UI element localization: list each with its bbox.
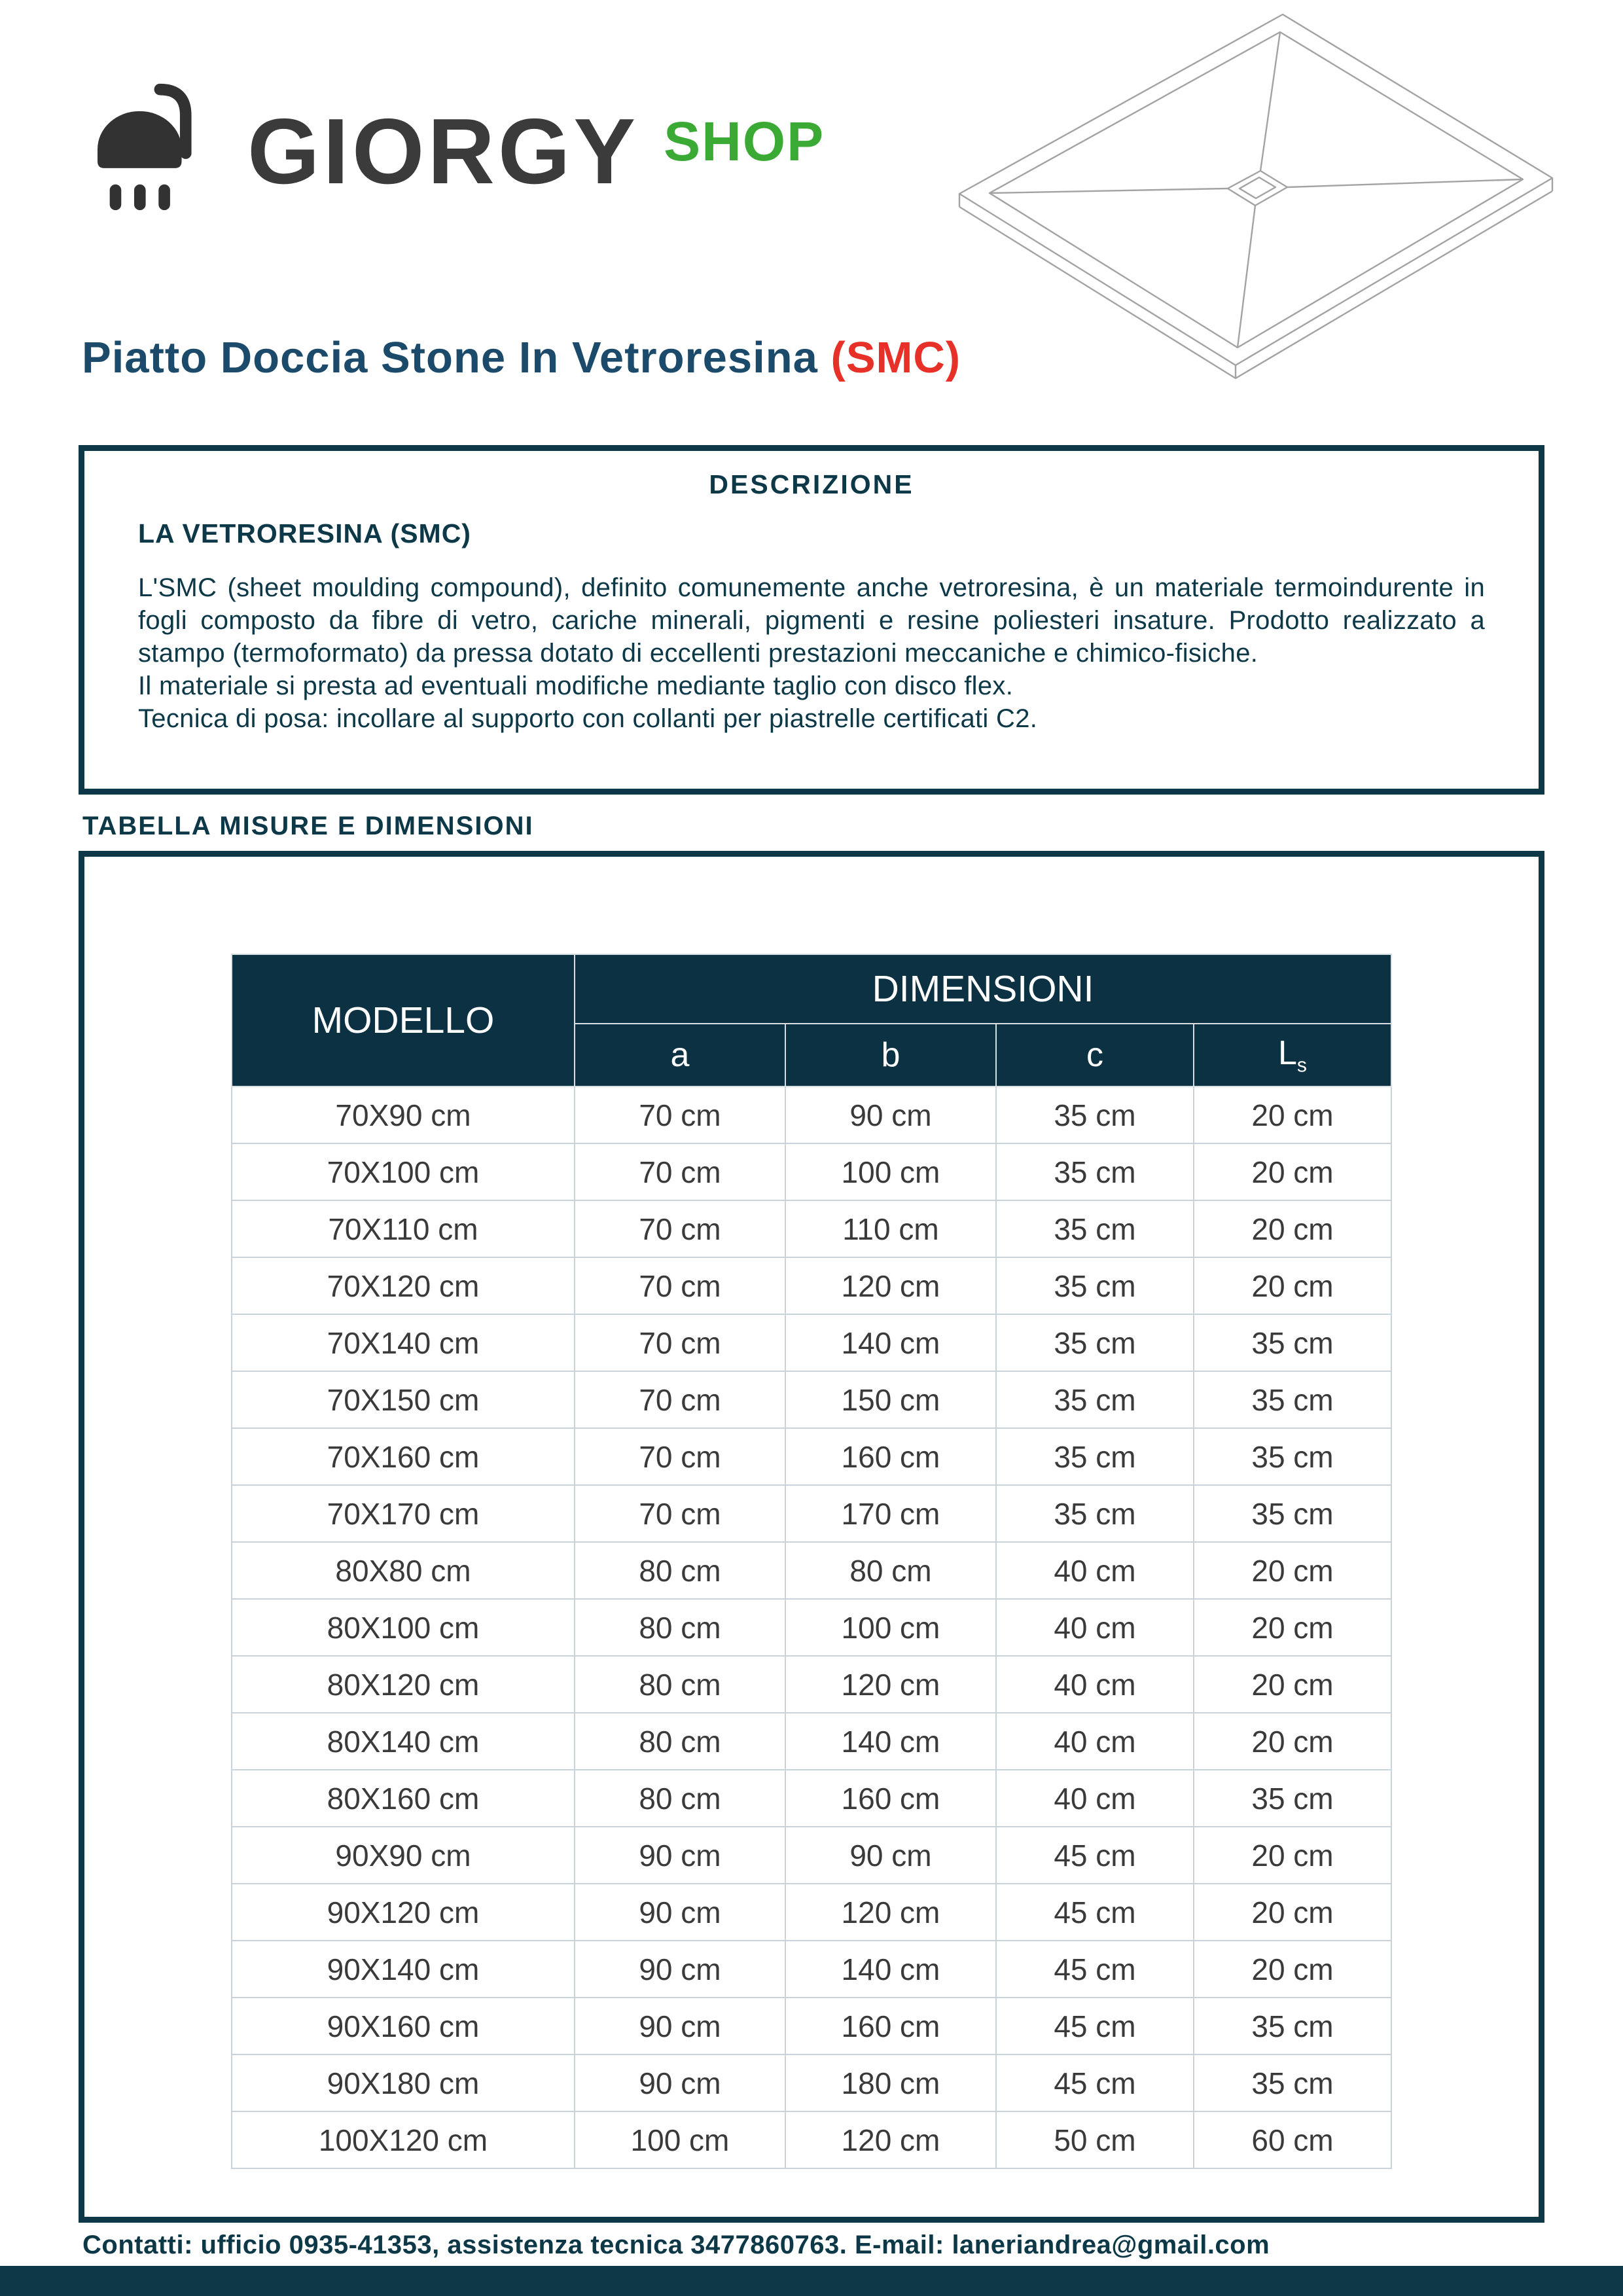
model-cell: 70X150 cm: [232, 1371, 575, 1428]
shower-head-icon: [84, 77, 223, 226]
model-cell: 80X140 cm: [232, 1713, 575, 1770]
dim-ls-cell: 20 cm: [1194, 1143, 1391, 1200]
table-row: [232, 1371, 1391, 1428]
dim-c-cell: 35 cm: [996, 1314, 1194, 1371]
dim-c-cell: 45 cm: [996, 1998, 1194, 2054]
model-cell: 80X120 cm: [232, 1656, 575, 1713]
ls-base: L: [1277, 1033, 1297, 1072]
model-cell: 70X170 cm: [232, 1485, 575, 1542]
model-cell: 70X100 cm: [232, 1143, 575, 1200]
dim-b-cell: 90 cm: [785, 1086, 996, 1143]
dim-ls-cell: 20 cm: [1194, 1713, 1391, 1770]
dim-a-cell: 80 cm: [575, 1656, 785, 1713]
table-row: [232, 1599, 1391, 1656]
dim-c-cell: 35 cm: [996, 1086, 1194, 1143]
column-header-b: b: [785, 1024, 996, 1086]
model-cell: 80X100 cm: [232, 1599, 575, 1656]
dim-b-cell: 100 cm: [785, 1599, 996, 1656]
dim-ls-cell: 20 cm: [1194, 1200, 1391, 1257]
dim-b-cell: 160 cm: [785, 1998, 996, 2054]
dim-c-cell: 45 cm: [996, 1884, 1194, 1941]
dim-ls-cell: 20 cm: [1194, 1941, 1391, 1998]
dim-a-cell: 70 cm: [575, 1143, 785, 1200]
model-cell: 70X120 cm: [232, 1257, 575, 1314]
dim-c-cell: 45 cm: [996, 1827, 1194, 1884]
dim-b-cell: 160 cm: [785, 1428, 996, 1485]
column-header-c: c: [996, 1024, 1194, 1086]
dim-ls-cell: 20 cm: [1194, 1086, 1391, 1143]
table-row: [232, 1941, 1391, 1998]
table-row: [232, 1827, 1391, 1884]
dim-c-cell: 40 cm: [996, 1770, 1194, 1827]
dim-b-cell: 80 cm: [785, 1542, 996, 1599]
table-body: [232, 1086, 1391, 2168]
dim-b-cell: 120 cm: [785, 2111, 996, 2168]
dim-c-cell: 35 cm: [996, 1485, 1194, 1542]
table-row: [232, 1086, 1391, 1143]
model-cell: 90X140 cm: [232, 1941, 575, 1998]
dim-c-cell: 40 cm: [996, 1542, 1194, 1599]
page-title: [82, 332, 961, 383]
dim-b-cell: 90 cm: [785, 1827, 996, 1884]
model-cell: 80X80 cm: [232, 1542, 575, 1599]
bottom-bar: [0, 2266, 1623, 2296]
dim-c-cell: 35 cm: [996, 1428, 1194, 1485]
table-row: [232, 1485, 1391, 1542]
table-row: [232, 1428, 1391, 1485]
dim-a-cell: 70 cm: [575, 1428, 785, 1485]
dim-a-cell: 80 cm: [575, 1770, 785, 1827]
dimensions-table: [231, 954, 1392, 2169]
dim-a-cell: 70 cm: [575, 1485, 785, 1542]
brand-suffix: SHOP: [664, 110, 825, 172]
table-row: [232, 1884, 1391, 1941]
model-cell: 90X160 cm: [232, 1998, 575, 2054]
dim-a-cell: 80 cm: [575, 1599, 785, 1656]
table-row: [232, 1713, 1391, 1770]
model-cell: 70X140 cm: [232, 1314, 575, 1371]
footer-contacts: Contatti: ufficio 0935-41353, assistenza tecnica 3477860763. E-mail: laneriandrea@gmail.com: [82, 2231, 1270, 2259]
dim-ls-cell: 20 cm: [1194, 1656, 1391, 1713]
dim-ls-cell: 20 cm: [1194, 1257, 1391, 1314]
description-paragraph-1: L'SMC (sheet moulding compound), definito comunemente anche vetroresina, è un materiale termoindurente in fogli composto da fibre di vetro, cariche minerali, pigmenti e resine poliesteri insature. Prodotto realizzato a stampo (termoformato) da pressa dotato di eccellenti prestazioni meccaniche e chimico-fisiche.: [138, 573, 1485, 668]
dim-c-cell: 40 cm: [996, 1656, 1194, 1713]
column-header-dimensioni: DIMENSIONI: [575, 954, 1391, 1024]
dim-c-cell: 40 cm: [996, 1713, 1194, 1770]
dim-ls-cell: 35 cm: [1194, 1371, 1391, 1428]
dim-ls-cell: 60 cm: [1194, 2111, 1391, 2168]
dim-b-cell: 140 cm: [785, 1314, 996, 1371]
column-header-modello: MODELLO: [232, 954, 575, 1086]
dim-c-cell: 35 cm: [996, 1257, 1194, 1314]
dim-ls-cell: 20 cm: [1194, 1884, 1391, 1941]
dim-a-cell: 70 cm: [575, 1314, 785, 1371]
dim-ls-cell: 20 cm: [1194, 1599, 1391, 1656]
model-cell: 100X120 cm: [232, 2111, 575, 2168]
table-section-label: TABELLA MISURE E DIMENSIONI: [82, 812, 534, 840]
dim-c-cell: 35 cm: [996, 1200, 1194, 1257]
column-header-ls: [1194, 1024, 1391, 1086]
dim-ls-cell: 35 cm: [1194, 1485, 1391, 1542]
dim-c-cell: 35 cm: [996, 1371, 1194, 1428]
table-row: [232, 1998, 1391, 2054]
title-smc-highlight: (SMC): [830, 333, 961, 382]
dim-b-cell: 160 cm: [785, 1770, 996, 1827]
model-cell: 70X90 cm: [232, 1086, 575, 1143]
brand-logo: [84, 77, 825, 226]
dim-a-cell: 80 cm: [575, 1542, 785, 1599]
model-cell: 70X110 cm: [232, 1200, 575, 1257]
table-row: [232, 1200, 1391, 1257]
dim-a-cell: 70 cm: [575, 1200, 785, 1257]
description-heading: DESCRIZIONE: [709, 469, 914, 499]
dim-c-cell: 45 cm: [996, 1941, 1194, 1998]
dim-b-cell: 140 cm: [785, 1713, 996, 1770]
ls-subscript: s: [1296, 1054, 1307, 1077]
dim-c-cell: 45 cm: [996, 2054, 1194, 2111]
dim-a-cell: 100 cm: [575, 2111, 785, 2168]
dim-b-cell: 110 cm: [785, 1200, 996, 1257]
table-header: [232, 954, 1391, 1086]
dim-a-cell: 70 cm: [575, 1371, 785, 1428]
description-paragraph-3: Tecnica di posa: incollare al supporto con collanti per piastrelle certificati C2.: [138, 704, 1038, 733]
dim-a-cell: 90 cm: [575, 1884, 785, 1941]
shower-tray-drawing: [949, 7, 1565, 385]
dim-ls-cell: 35 cm: [1194, 1998, 1391, 2054]
dim-b-cell: 120 cm: [785, 1656, 996, 1713]
column-header-a: a: [575, 1024, 785, 1086]
table-row: [232, 1542, 1391, 1599]
model-cell: 70X160 cm: [232, 1428, 575, 1485]
dim-b-cell: 140 cm: [785, 1941, 996, 1998]
dim-ls-cell: 35 cm: [1194, 2054, 1391, 2111]
table-row: [232, 1314, 1391, 1371]
table-row: [232, 1143, 1391, 1200]
dim-a-cell: 70 cm: [575, 1257, 785, 1314]
dim-ls-cell: 35 cm: [1194, 1770, 1391, 1827]
dim-a-cell: 90 cm: [575, 2054, 785, 2111]
model-cell: 90X120 cm: [232, 1884, 575, 1941]
dim-a-cell: 90 cm: [575, 1998, 785, 2054]
dim-c-cell: 50 cm: [996, 2111, 1194, 2168]
dim-a-cell: 90 cm: [575, 1827, 785, 1884]
model-cell: 90X180 cm: [232, 2054, 575, 2111]
dim-b-cell: 120 cm: [785, 1257, 996, 1314]
dim-c-cell: 40 cm: [996, 1599, 1194, 1656]
table-row: [232, 1656, 1391, 1713]
dim-a-cell: 90 cm: [575, 1941, 785, 1998]
table-row: [232, 2111, 1391, 2168]
title-text: Piatto Doccia Stone In Vetroresina: [82, 333, 831, 382]
description-subheading: LA VETRORESINA (SMC): [138, 518, 471, 548]
dim-a-cell: 80 cm: [575, 1713, 785, 1770]
dim-b-cell: 120 cm: [785, 1884, 996, 1941]
dim-ls-cell: 20 cm: [1194, 1827, 1391, 1884]
dim-b-cell: 150 cm: [785, 1371, 996, 1428]
model-cell: 90X90 cm: [232, 1827, 575, 1884]
dim-ls-cell: 20 cm: [1194, 1542, 1391, 1599]
model-cell: 80X160 cm: [232, 1770, 575, 1827]
table-row: [232, 2054, 1391, 2111]
brand-name: GIORGY: [247, 99, 639, 204]
dim-b-cell: 100 cm: [785, 1143, 996, 1200]
description-paragraph-2: Il materiale si presta ad eventuali modifiche mediante taglio con disco flex.: [138, 672, 1014, 700]
dim-c-cell: 35 cm: [996, 1143, 1194, 1200]
dim-b-cell: 170 cm: [785, 1485, 996, 1542]
table-row: [232, 1257, 1391, 1314]
dim-b-cell: 180 cm: [785, 2054, 996, 2111]
table-row: [232, 1770, 1391, 1827]
dim-ls-cell: 35 cm: [1194, 1428, 1391, 1485]
dim-ls-cell: 35 cm: [1194, 1314, 1391, 1371]
description-box: [79, 445, 1544, 795]
dim-a-cell: 70 cm: [575, 1086, 785, 1143]
dimensions-table-box: [79, 851, 1544, 2223]
